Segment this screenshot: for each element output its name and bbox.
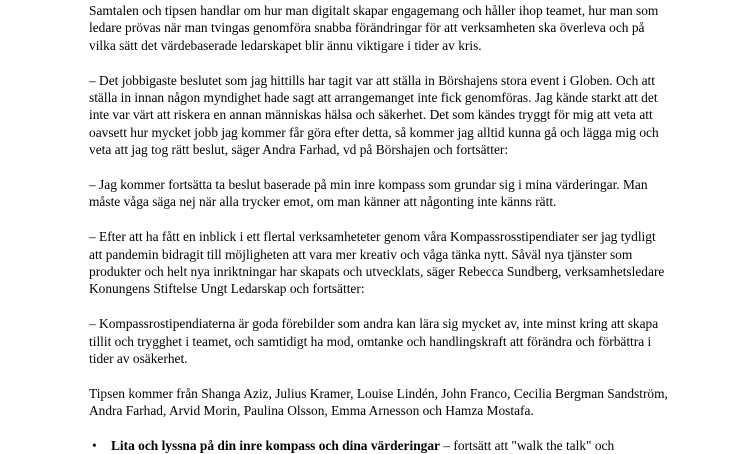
bullet-heading: Lita och lyssna på din inre kompass och dina värderingar <box>111 438 440 454</box>
tips-list <box>89 437 671 454</box>
paragraph-quote-farhad-continued: – Jag kommer fortsätta ta beslut baserade på min inre kompass som grundar sig i mina värderingar. Man måste våga säga nej när alla trycker emot, om man känner att någonting inte känns rätt. <box>89 177 648 210</box>
bullet-icon: • <box>92 438 97 454</box>
paragraph-quote-sundberg-continued: – Kompassrostipendiaterna är goda förebilder som andra kan lära sig mycket av, inte minst kring att skapa tillit och trygghet i teamet, och samtidigt ha mod, omtanke och handlingskraft att förändra och förbättra i tider av osäkerhet. <box>89 316 659 367</box>
list-item <box>89 437 671 454</box>
paragraph-tips-sources: Tipsen kommer från Shanga Aziz, Julius Kramer, Louise Lindén, John Franco, Cecilia Bergman Sandström, Andra Farhad, Arvid Morin, Paulina Olsson, Emma Arnesson och Hamza Mostafa. <box>89 385 668 419</box>
document-page <box>89 2 671 454</box>
bullet-text: – fortsätt att "walk the talk" och <box>440 438 615 454</box>
paragraph-intro: Samtalen och tipsen handlar om hur man digitalt skapar engagemang och håller ihop teamet, hur man som ledare prövas när man tvingas genomföra snabba förändringar för att verksamheten ska överleva och på vilka sätt det värdebaserade ledarskapet blir ännu viktigare i tider av kris. <box>89 3 659 53</box>
paragraph-quote-sundberg: – Efter att ha fått en inblick i ett flertal verksamheteter genom våra Kompassrosstipendiater ser jag tydligt att pandemin bidragit till möjligheten att vara mer kreativ och våga tänka nytt. Såväl nya tjänster som produkter och helt nya inriktningar har skapats och utvecklats, säger Rebecca Sundberg, verksamhetsledare Konungens Stiftelse Ungt Ledarskap och fortsätter: <box>89 229 665 297</box>
paragraph-quote-farhad: – Det jobbigaste beslutet som jag hittills har tagit var att ställa in Börshajens stora event i Globen. Och att ställa in innan någon myndighet hade sagt att arrangemanget inte fick genomföras. Jag kände starkt att det inte var värt att riskera en annan människas hälsa och säkerhet. Det som kändes tryggt för mig att veta att oavsett hur mycket jobb jag kommer får göra efter detta, så kommer jag alltid kunna gå och lägga mig och veta att jag tog rätt beslut, säger Andra Farhad, vd på Börshajen och fortsätter: <box>89 72 659 158</box>
